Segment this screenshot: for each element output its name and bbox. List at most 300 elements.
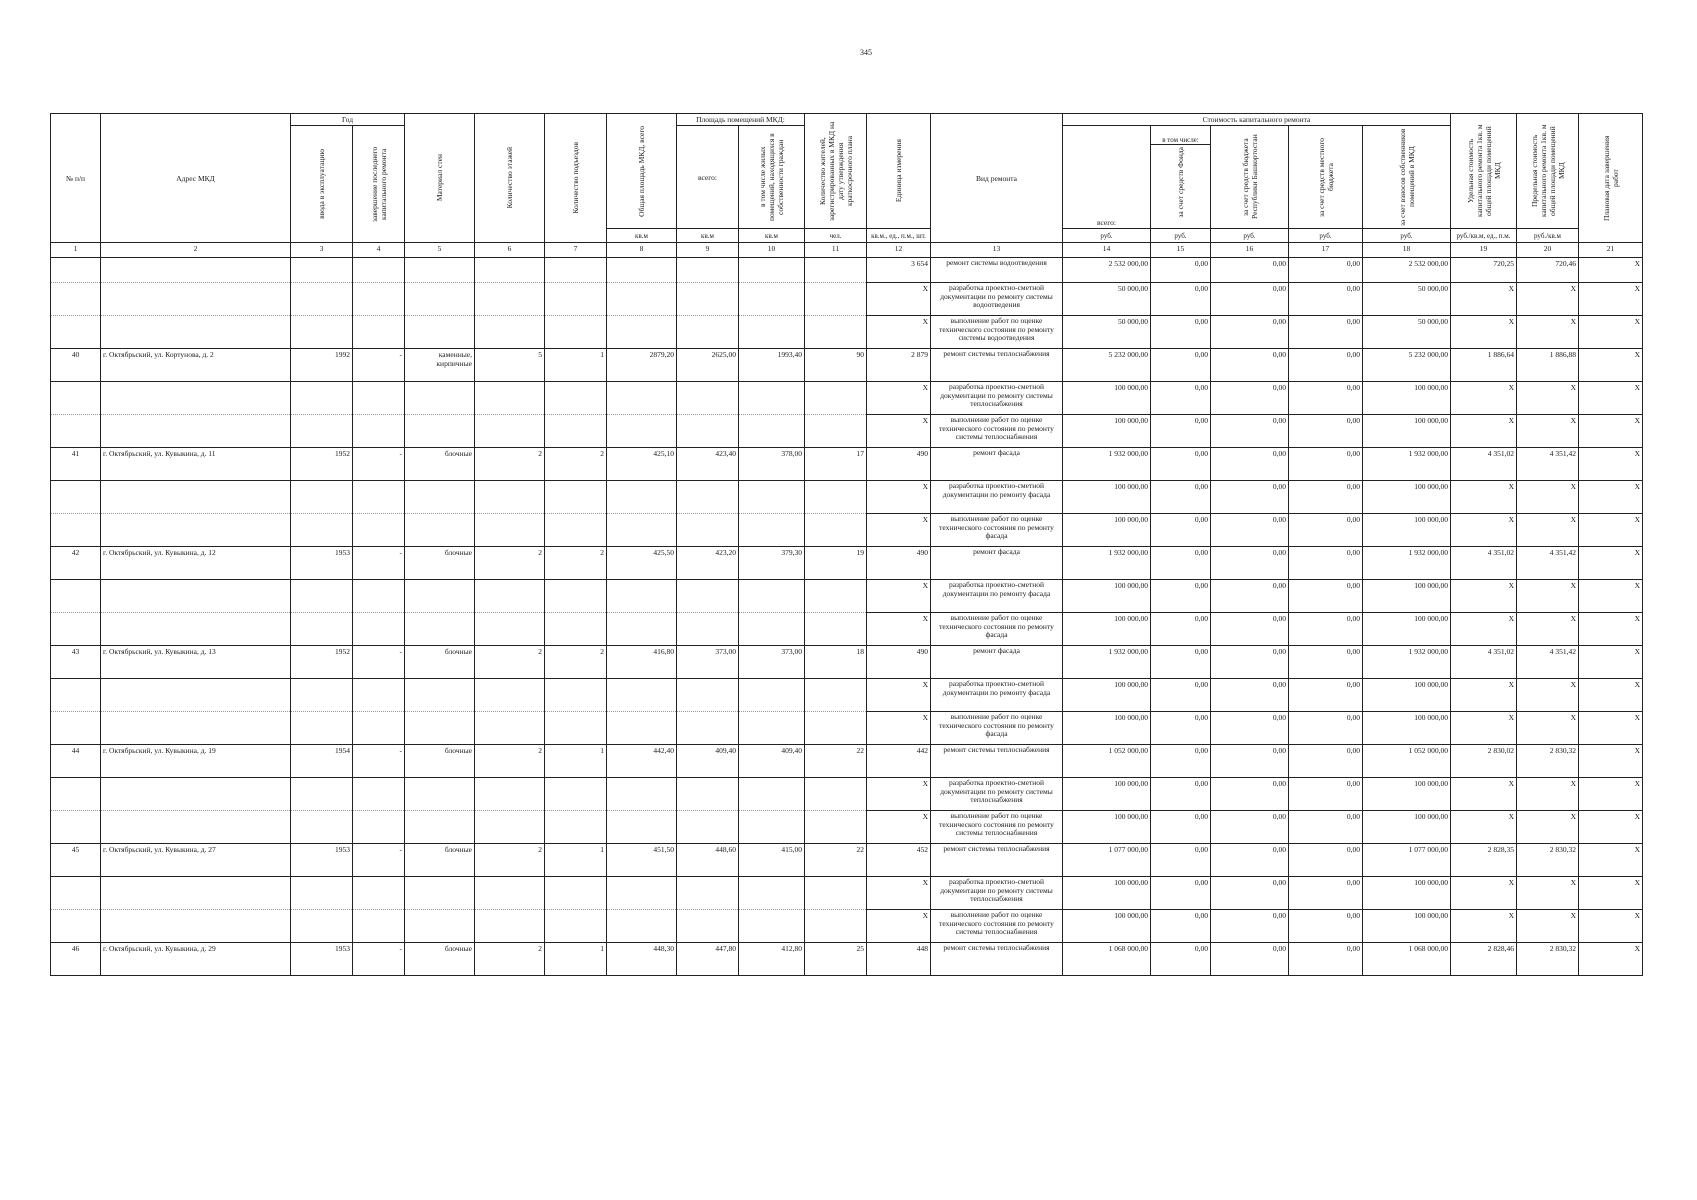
- row-number: [51, 415, 101, 448]
- unit-value: X: [867, 514, 931, 547]
- row-number: 42: [51, 547, 101, 580]
- cost-total: 100 000,00: [1063, 415, 1151, 448]
- cost-local: 0,00: [1289, 481, 1363, 514]
- cost-local: 0,00: [1289, 283, 1363, 316]
- unit-value: 3 654: [867, 258, 931, 283]
- floor-count: [475, 283, 545, 316]
- residents-count: 19: [805, 547, 867, 580]
- header-limit-cost: Предельная стоимость капитального ремонта 1кв. м общей площади помещений МКД: [1517, 114, 1579, 229]
- cost-owners: 100 000,00: [1363, 481, 1451, 514]
- specific-cost: X: [1451, 514, 1517, 547]
- entrance-count: [545, 514, 607, 547]
- commission-year: [291, 283, 353, 316]
- table-row: [51, 547, 1643, 580]
- last-repair-year: [353, 481, 405, 514]
- limit-cost: X: [1517, 580, 1579, 613]
- cost-rb: 0,00: [1211, 448, 1289, 481]
- repair-type: ремонт фасада: [931, 646, 1063, 679]
- plan-date: X: [1579, 778, 1643, 811]
- entrance-count: [545, 679, 607, 712]
- repair-type: выполнение работ по оценке технического состояния по ремонту фасада: [931, 613, 1063, 646]
- residents-count: [805, 613, 867, 646]
- table-row: [51, 514, 1643, 547]
- area-residential: 373,00: [739, 646, 805, 679]
- wall-material: блочные: [405, 547, 475, 580]
- entrance-count: 1: [545, 943, 607, 976]
- total-area: [607, 910, 677, 943]
- specific-cost: 4 351,02: [1451, 448, 1517, 481]
- total-area: 451,50: [607, 844, 677, 877]
- area-residential: [739, 481, 805, 514]
- address: [101, 258, 291, 283]
- commission-year: [291, 679, 353, 712]
- wall-material: блочные: [405, 448, 475, 481]
- specific-cost: 2 830,02: [1451, 745, 1517, 778]
- column-number: 13: [931, 243, 1063, 258]
- row-number: [51, 258, 101, 283]
- table-row: [51, 646, 1643, 679]
- cost-owners: 5 232 000,00: [1363, 349, 1451, 382]
- address: [101, 382, 291, 415]
- wall-material: [405, 712, 475, 745]
- area-residential: [739, 877, 805, 910]
- table-row: [51, 877, 1643, 910]
- last-repair-year: [353, 415, 405, 448]
- cost-local: 0,00: [1289, 448, 1363, 481]
- cost-fund: 0,00: [1151, 283, 1211, 316]
- unit-value: X: [867, 877, 931, 910]
- total-area: [607, 613, 677, 646]
- commission-year: [291, 613, 353, 646]
- cost-rb: 0,00: [1211, 679, 1289, 712]
- address: г. Октябрьский, ул. Кувыкина, д. 11: [101, 448, 291, 481]
- total-area: 425,10: [607, 448, 677, 481]
- table-row: [51, 745, 1643, 778]
- floor-count: [475, 679, 545, 712]
- specific-cost: X: [1451, 316, 1517, 349]
- wall-material: блочные: [405, 943, 475, 976]
- area-residential: [739, 811, 805, 844]
- total-area: [607, 382, 677, 415]
- cost-local: 0,00: [1289, 910, 1363, 943]
- floor-count: [475, 811, 545, 844]
- cost-rb: 0,00: [1211, 745, 1289, 778]
- residents-count: 17: [805, 448, 867, 481]
- table-row: [51, 613, 1643, 646]
- entrance-count: [545, 382, 607, 415]
- area-all: 373,00: [677, 646, 739, 679]
- area-residential: [739, 712, 805, 745]
- cost-fund: 0,00: [1151, 613, 1211, 646]
- plan-date: X: [1579, 943, 1643, 976]
- address: [101, 712, 291, 745]
- table-row: [51, 382, 1643, 415]
- last-repair-year: [353, 514, 405, 547]
- address: г. Октябрьский, ул. Кортунова, д. 2: [101, 349, 291, 382]
- limit-cost: 4 351,42: [1517, 547, 1579, 580]
- cost-fund: 0,00: [1151, 745, 1211, 778]
- residents-count: [805, 877, 867, 910]
- last-repair-year: [353, 613, 405, 646]
- address: [101, 613, 291, 646]
- area-residential: [739, 778, 805, 811]
- wall-material: блочные: [405, 844, 475, 877]
- area-all: 2625,00: [677, 349, 739, 382]
- unit-value: 490: [867, 547, 931, 580]
- cost-rb: 0,00: [1211, 415, 1289, 448]
- cost-fund: 0,00: [1151, 778, 1211, 811]
- cost-rb: 0,00: [1211, 514, 1289, 547]
- commission-year: [291, 481, 353, 514]
- cost-total: 100 000,00: [1063, 514, 1151, 547]
- specific-cost: 1 886,64: [1451, 349, 1517, 382]
- wall-material: [405, 778, 475, 811]
- commission-year: 1954: [291, 745, 353, 778]
- column-number: 3: [291, 243, 353, 258]
- area-residential: [739, 283, 805, 316]
- entrance-count: [545, 778, 607, 811]
- wall-material: [405, 613, 475, 646]
- cost-fund: 0,00: [1151, 580, 1211, 613]
- area-all: [677, 382, 739, 415]
- last-repair-year: [353, 316, 405, 349]
- limit-cost: 2 830,32: [1517, 943, 1579, 976]
- cost-owners: 100 000,00: [1363, 613, 1451, 646]
- column-numbers-row: [51, 243, 1643, 258]
- unit-value: X: [867, 580, 931, 613]
- cost-owners: 100 000,00: [1363, 514, 1451, 547]
- plan-date: X: [1579, 258, 1643, 283]
- area-all: [677, 580, 739, 613]
- address: г. Октябрьский, ул. Кувыкина, д. 27: [101, 844, 291, 877]
- last-repair-year: -: [353, 745, 405, 778]
- row-number: 41: [51, 448, 101, 481]
- residents-count: [805, 778, 867, 811]
- cost-local: 0,00: [1289, 778, 1363, 811]
- repair-type: ремонт фасада: [931, 547, 1063, 580]
- plan-date: X: [1579, 382, 1643, 415]
- cost-local: 0,00: [1289, 547, 1363, 580]
- specific-cost: X: [1451, 910, 1517, 943]
- cost-total: 1 932 000,00: [1063, 448, 1151, 481]
- header-repair-type: Вид ремонта: [931, 114, 1063, 243]
- floor-count: [475, 316, 545, 349]
- cost-rb: 0,00: [1211, 844, 1289, 877]
- last-repair-year: [353, 712, 405, 745]
- area-residential: [739, 258, 805, 283]
- wall-material: [405, 316, 475, 349]
- floor-count: [475, 514, 545, 547]
- row-number: [51, 580, 101, 613]
- cost-total: 100 000,00: [1063, 712, 1151, 745]
- cost-fund: 0,00: [1151, 811, 1211, 844]
- header-year-group: Год: [291, 114, 405, 126]
- limit-cost: X: [1517, 679, 1579, 712]
- entrance-count: [545, 811, 607, 844]
- entrance-count: [545, 910, 607, 943]
- last-repair-year: [353, 778, 405, 811]
- cost-local: 0,00: [1289, 580, 1363, 613]
- header-residents: Количество жителей, зарегистрированных в МКД на дату утверждения краткосрочного плана: [805, 114, 867, 229]
- wall-material: [405, 382, 475, 415]
- residents-count: 22: [805, 745, 867, 778]
- unit-value: 490: [867, 646, 931, 679]
- commission-year: [291, 316, 353, 349]
- repair-type: разработка проектно-сметной документации по ремонту системы теплоснабжения: [931, 877, 1063, 910]
- residents-count: [805, 811, 867, 844]
- cost-owners: 1 932 000,00: [1363, 448, 1451, 481]
- wall-material: [405, 481, 475, 514]
- entrance-count: 1: [545, 745, 607, 778]
- area-residential: [739, 316, 805, 349]
- specific-cost: X: [1451, 778, 1517, 811]
- repair-type: выполнение работ по оценке технического состояния по ремонту фасада: [931, 514, 1063, 547]
- limit-cost: X: [1517, 910, 1579, 943]
- area-residential: [739, 382, 805, 415]
- column-number: 1: [51, 243, 101, 258]
- last-repair-year: -: [353, 547, 405, 580]
- repair-type: разработка проектно-сметной документации по ремонту системы теплоснабжения: [931, 778, 1063, 811]
- header-commissioning: ввода в эксплуатацию: [291, 126, 353, 243]
- last-repair-year: [353, 258, 405, 283]
- column-number: 10: [739, 243, 805, 258]
- address: г. Октябрьский, ул. Кувыкина, д. 12: [101, 547, 291, 580]
- limit-cost: 720,46: [1517, 258, 1579, 283]
- plan-date: X: [1579, 316, 1643, 349]
- entrance-count: [545, 877, 607, 910]
- total-area: 2879,20: [607, 349, 677, 382]
- repair-type: ремонт системы теплоснабжения: [931, 745, 1063, 778]
- row-number: [51, 283, 101, 316]
- specific-cost: X: [1451, 712, 1517, 745]
- limit-cost: X: [1517, 481, 1579, 514]
- commission-year: [291, 910, 353, 943]
- unit-value: X: [867, 910, 931, 943]
- address: [101, 910, 291, 943]
- row-number: 46: [51, 943, 101, 976]
- floor-count: [475, 415, 545, 448]
- cost-total: 50 000,00: [1063, 283, 1151, 316]
- cost-fund: 0,00: [1151, 448, 1211, 481]
- residents-count: [805, 580, 867, 613]
- entrance-count: [545, 613, 607, 646]
- cost-local: 0,00: [1289, 844, 1363, 877]
- column-number: 7: [545, 243, 607, 258]
- residents-count: [805, 910, 867, 943]
- area-all: [677, 811, 739, 844]
- row-number: 43: [51, 646, 101, 679]
- cost-local: 0,00: [1289, 514, 1363, 547]
- cost-owners: 1 068 000,00: [1363, 943, 1451, 976]
- cost-local: 0,00: [1289, 349, 1363, 382]
- unit-value: X: [867, 316, 931, 349]
- specific-cost: X: [1451, 283, 1517, 316]
- floor-count: [475, 778, 545, 811]
- row-number: [51, 382, 101, 415]
- total-area: 448,30: [607, 943, 677, 976]
- cost-owners: 50 000,00: [1363, 316, 1451, 349]
- cost-local: 0,00: [1289, 877, 1363, 910]
- address: г. Октябрьский, ул. Кувыкина, д. 19: [101, 745, 291, 778]
- wall-material: каменные, кирпичные: [405, 349, 475, 382]
- cost-owners: 50 000,00: [1363, 283, 1451, 316]
- total-area: [607, 778, 677, 811]
- last-repair-year: -: [353, 448, 405, 481]
- cost-total: 1 052 000,00: [1063, 745, 1151, 778]
- cost-total: 1 932 000,00: [1063, 646, 1151, 679]
- floor-count: 2: [475, 448, 545, 481]
- header-address: Адрес МКД: [101, 114, 291, 243]
- area-all: [677, 415, 739, 448]
- floor-count: [475, 258, 545, 283]
- table-row: [51, 679, 1643, 712]
- unit-value: 2 879: [867, 349, 931, 382]
- total-area: [607, 580, 677, 613]
- unit-value: 490: [867, 448, 931, 481]
- repair-type: ремонт системы теплоснабжения: [931, 349, 1063, 382]
- row-number: [51, 514, 101, 547]
- row-number: [51, 712, 101, 745]
- commission-year: [291, 712, 353, 745]
- area-residential: 1993,40: [739, 349, 805, 382]
- plan-date: X: [1579, 877, 1643, 910]
- cost-rb: 0,00: [1211, 481, 1289, 514]
- specific-cost: 4 351,02: [1451, 547, 1517, 580]
- residents-count: 22: [805, 844, 867, 877]
- cost-total: 1 077 000,00: [1063, 844, 1151, 877]
- column-number: 15: [1151, 243, 1211, 258]
- entrance-count: 2: [545, 448, 607, 481]
- area-residential: 378,00: [739, 448, 805, 481]
- cost-total: 100 000,00: [1063, 778, 1151, 811]
- row-number: [51, 877, 101, 910]
- area-residential: [739, 910, 805, 943]
- residents-count: [805, 258, 867, 283]
- cost-total: 5 232 000,00: [1063, 349, 1151, 382]
- cost-rb: 0,00: [1211, 910, 1289, 943]
- area-all: [677, 613, 739, 646]
- repair-type: ремонт фасада: [931, 448, 1063, 481]
- header-plan-date: Плановая дата завершения работ: [1579, 114, 1643, 243]
- address: [101, 514, 291, 547]
- area-all: 447,80: [677, 943, 739, 976]
- cost-local: 0,00: [1289, 646, 1363, 679]
- specific-cost: 2 828,46: [1451, 943, 1517, 976]
- limit-cost: 1 886,88: [1517, 349, 1579, 382]
- table-row: [51, 448, 1643, 481]
- area-all: [677, 514, 739, 547]
- cost-total: 1 068 000,00: [1063, 943, 1151, 976]
- cost-total: 100 000,00: [1063, 877, 1151, 910]
- limit-cost: 2 830,32: [1517, 844, 1579, 877]
- area-residential: [739, 679, 805, 712]
- area-all: [677, 877, 739, 910]
- cost-fund: 0,00: [1151, 844, 1211, 877]
- cost-fund: 0,00: [1151, 943, 1211, 976]
- cost-local: 0,00: [1289, 415, 1363, 448]
- plan-date: X: [1579, 646, 1643, 679]
- limit-cost: X: [1517, 283, 1579, 316]
- cost-total: 100 000,00: [1063, 481, 1151, 514]
- unit-value: X: [867, 679, 931, 712]
- floor-count: [475, 580, 545, 613]
- header-cost-fund: в том числе: за счет средств Фонда: [1151, 126, 1211, 229]
- floor-count: [475, 382, 545, 415]
- column-number: 17: [1289, 243, 1363, 258]
- address: [101, 415, 291, 448]
- header-cost-group: Стоимость капитального ремонта: [1063, 114, 1451, 126]
- header-last-repair: завершение последнего капитального ремонта: [353, 126, 405, 243]
- last-repair-year: [353, 283, 405, 316]
- cost-owners: 100 000,00: [1363, 811, 1451, 844]
- specific-cost: 2 828,35: [1451, 844, 1517, 877]
- address: [101, 877, 291, 910]
- commission-year: [291, 877, 353, 910]
- commission-year: 1953: [291, 547, 353, 580]
- cost-owners: 100 000,00: [1363, 382, 1451, 415]
- cost-owners: 100 000,00: [1363, 712, 1451, 745]
- cost-owners: 1 932 000,00: [1363, 547, 1451, 580]
- entrance-count: [545, 712, 607, 745]
- residents-count: [805, 679, 867, 712]
- cost-fund: 0,00: [1151, 679, 1211, 712]
- repair-type: ремонт системы теплоснабжения: [931, 943, 1063, 976]
- floor-count: 2: [475, 943, 545, 976]
- column-number: 11: [805, 243, 867, 258]
- repair-type: выполнение работ по оценке технического состояния по ремонту системы водоотведения: [931, 316, 1063, 349]
- header-unit: Единица измерения: [867, 114, 931, 229]
- cost-rb: 0,00: [1211, 778, 1289, 811]
- cost-rb: 0,00: [1211, 712, 1289, 745]
- floor-count: 2: [475, 745, 545, 778]
- area-all: [677, 316, 739, 349]
- wall-material: [405, 877, 475, 910]
- limit-cost: 4 351,42: [1517, 646, 1579, 679]
- column-number: 4: [353, 243, 405, 258]
- total-area: [607, 877, 677, 910]
- area-residential: [739, 514, 805, 547]
- table-row: [51, 481, 1643, 514]
- cost-owners: 100 000,00: [1363, 415, 1451, 448]
- plan-date: X: [1579, 745, 1643, 778]
- row-number: 44: [51, 745, 101, 778]
- last-repair-year: -: [353, 943, 405, 976]
- column-number: 16: [1211, 243, 1289, 258]
- cost-total: 100 000,00: [1063, 580, 1151, 613]
- cost-fund: 0,00: [1151, 910, 1211, 943]
- entrance-count: 1: [545, 349, 607, 382]
- area-all: [677, 679, 739, 712]
- floor-count: [475, 613, 545, 646]
- table-row: [51, 415, 1643, 448]
- table-row: [51, 283, 1643, 316]
- row-number: [51, 778, 101, 811]
- specific-cost: X: [1451, 613, 1517, 646]
- row-number: [51, 679, 101, 712]
- entrance-count: 2: [545, 547, 607, 580]
- unit-value: 452: [867, 844, 931, 877]
- cost-rb: 0,00: [1211, 580, 1289, 613]
- cost-total: 100 000,00: [1063, 811, 1151, 844]
- residents-count: [805, 514, 867, 547]
- last-repair-year: [353, 679, 405, 712]
- commission-year: 1953: [291, 943, 353, 976]
- specific-cost: 4 351,02: [1451, 646, 1517, 679]
- floor-count: 2: [475, 547, 545, 580]
- residents-count: [805, 481, 867, 514]
- area-all: [677, 712, 739, 745]
- entrance-count: 1: [545, 844, 607, 877]
